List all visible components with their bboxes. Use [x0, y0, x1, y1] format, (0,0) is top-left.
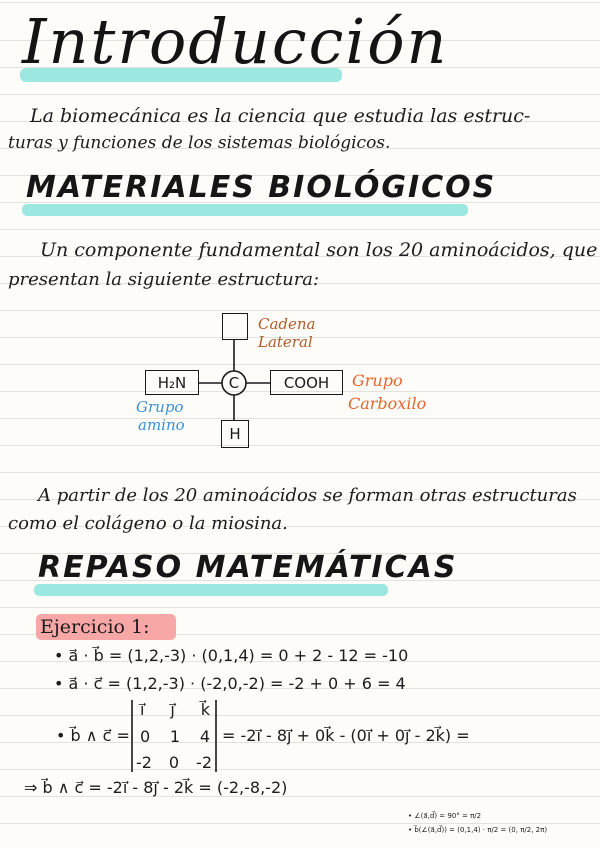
- matrix-cell: j⃗: [170, 700, 175, 719]
- carbon-label: C: [228, 374, 240, 392]
- side-chain-label-2: Lateral: [258, 333, 313, 351]
- matrix-cell: 0: [140, 727, 151, 746]
- exercise-label: Ejercicio 1:: [40, 616, 150, 638]
- matrix-cell: 4: [199, 727, 210, 746]
- carboxyl-box: COOH: [270, 370, 343, 395]
- intro-line-1: La biomecánica es la ciencia que estudia las estruc-: [30, 105, 531, 127]
- note-1: • ∠(a⃗,d⃗) = 90° = π/2: [408, 812, 482, 820]
- after-diagram-line-1: A partir de los 20 aminoácidos se forman otras estructuras: [38, 485, 577, 506]
- section-2-heading: REPASO MATEMÁTICAS: [38, 550, 458, 585]
- matrix-row-3: [136, 753, 212, 772]
- hydrogen-box: H: [221, 420, 249, 448]
- carboxyl-label-1: Grupo: [352, 371, 403, 390]
- note-2: • b⃗(∠(a⃗,d⃗)) = (0,1,4) · π/2 = (0, π/2, 2π): [408, 826, 548, 834]
- matrix-cell: i⃗: [140, 700, 145, 719]
- matrix-cell: k⃗: [200, 700, 210, 719]
- section-1-line-1: Un componente fundamental son los 20 aminoácidos, que: [40, 239, 598, 261]
- matrix-cell: 1: [169, 727, 181, 746]
- matrix-cell: -2: [196, 753, 212, 772]
- amino-box: H₂N: [145, 370, 199, 395]
- matrix-cell: -2: [136, 753, 152, 772]
- intro-line-2: turas y funciones de los sistemas biológicos.: [8, 133, 391, 153]
- matrix-row-1: [140, 700, 210, 719]
- matrix-cell: 0: [168, 753, 180, 772]
- equation-3-suffix: = -2i⃗ - 8j⃗ + 0k⃗ - (0i⃗ + 0j⃗ - 2k⃗) =: [222, 726, 470, 745]
- equation-3-prefix: • b⃗ ∧ c⃗ =: [56, 726, 130, 745]
- section-1-heading: MATERIALES BIOLÓGICOS: [26, 170, 497, 205]
- side-chain-label-1: Cadena: [258, 315, 316, 333]
- matrix-row-2: [140, 727, 210, 746]
- carboxyl-label-2: Carboxilo: [348, 394, 427, 413]
- equation-2: • a⃗ · c⃗ = (1,2,-3) · (-2,0,-2) = -2 + 0 + 6 = 4: [54, 674, 406, 693]
- after-diagram-line-2: como el colágeno o la miosina.: [8, 513, 288, 534]
- amino-label-1: Grupo: [136, 398, 184, 416]
- equation-1: • a⃗ · b⃗ = (1,2,-3) · (0,1,4) = 0 + 2 - 12 = -10: [54, 646, 409, 665]
- section-1-line-2: presentan la siguiente estructura:: [8, 269, 320, 290]
- page-title: Introducción: [22, 5, 449, 78]
- amino-label-2: amino: [138, 416, 185, 434]
- equation-4: ⇒ b⃗ ∧ c⃗ = -2i⃗ - 8j⃗ - 2k⃗ = (-2,-8,-2): [24, 778, 288, 797]
